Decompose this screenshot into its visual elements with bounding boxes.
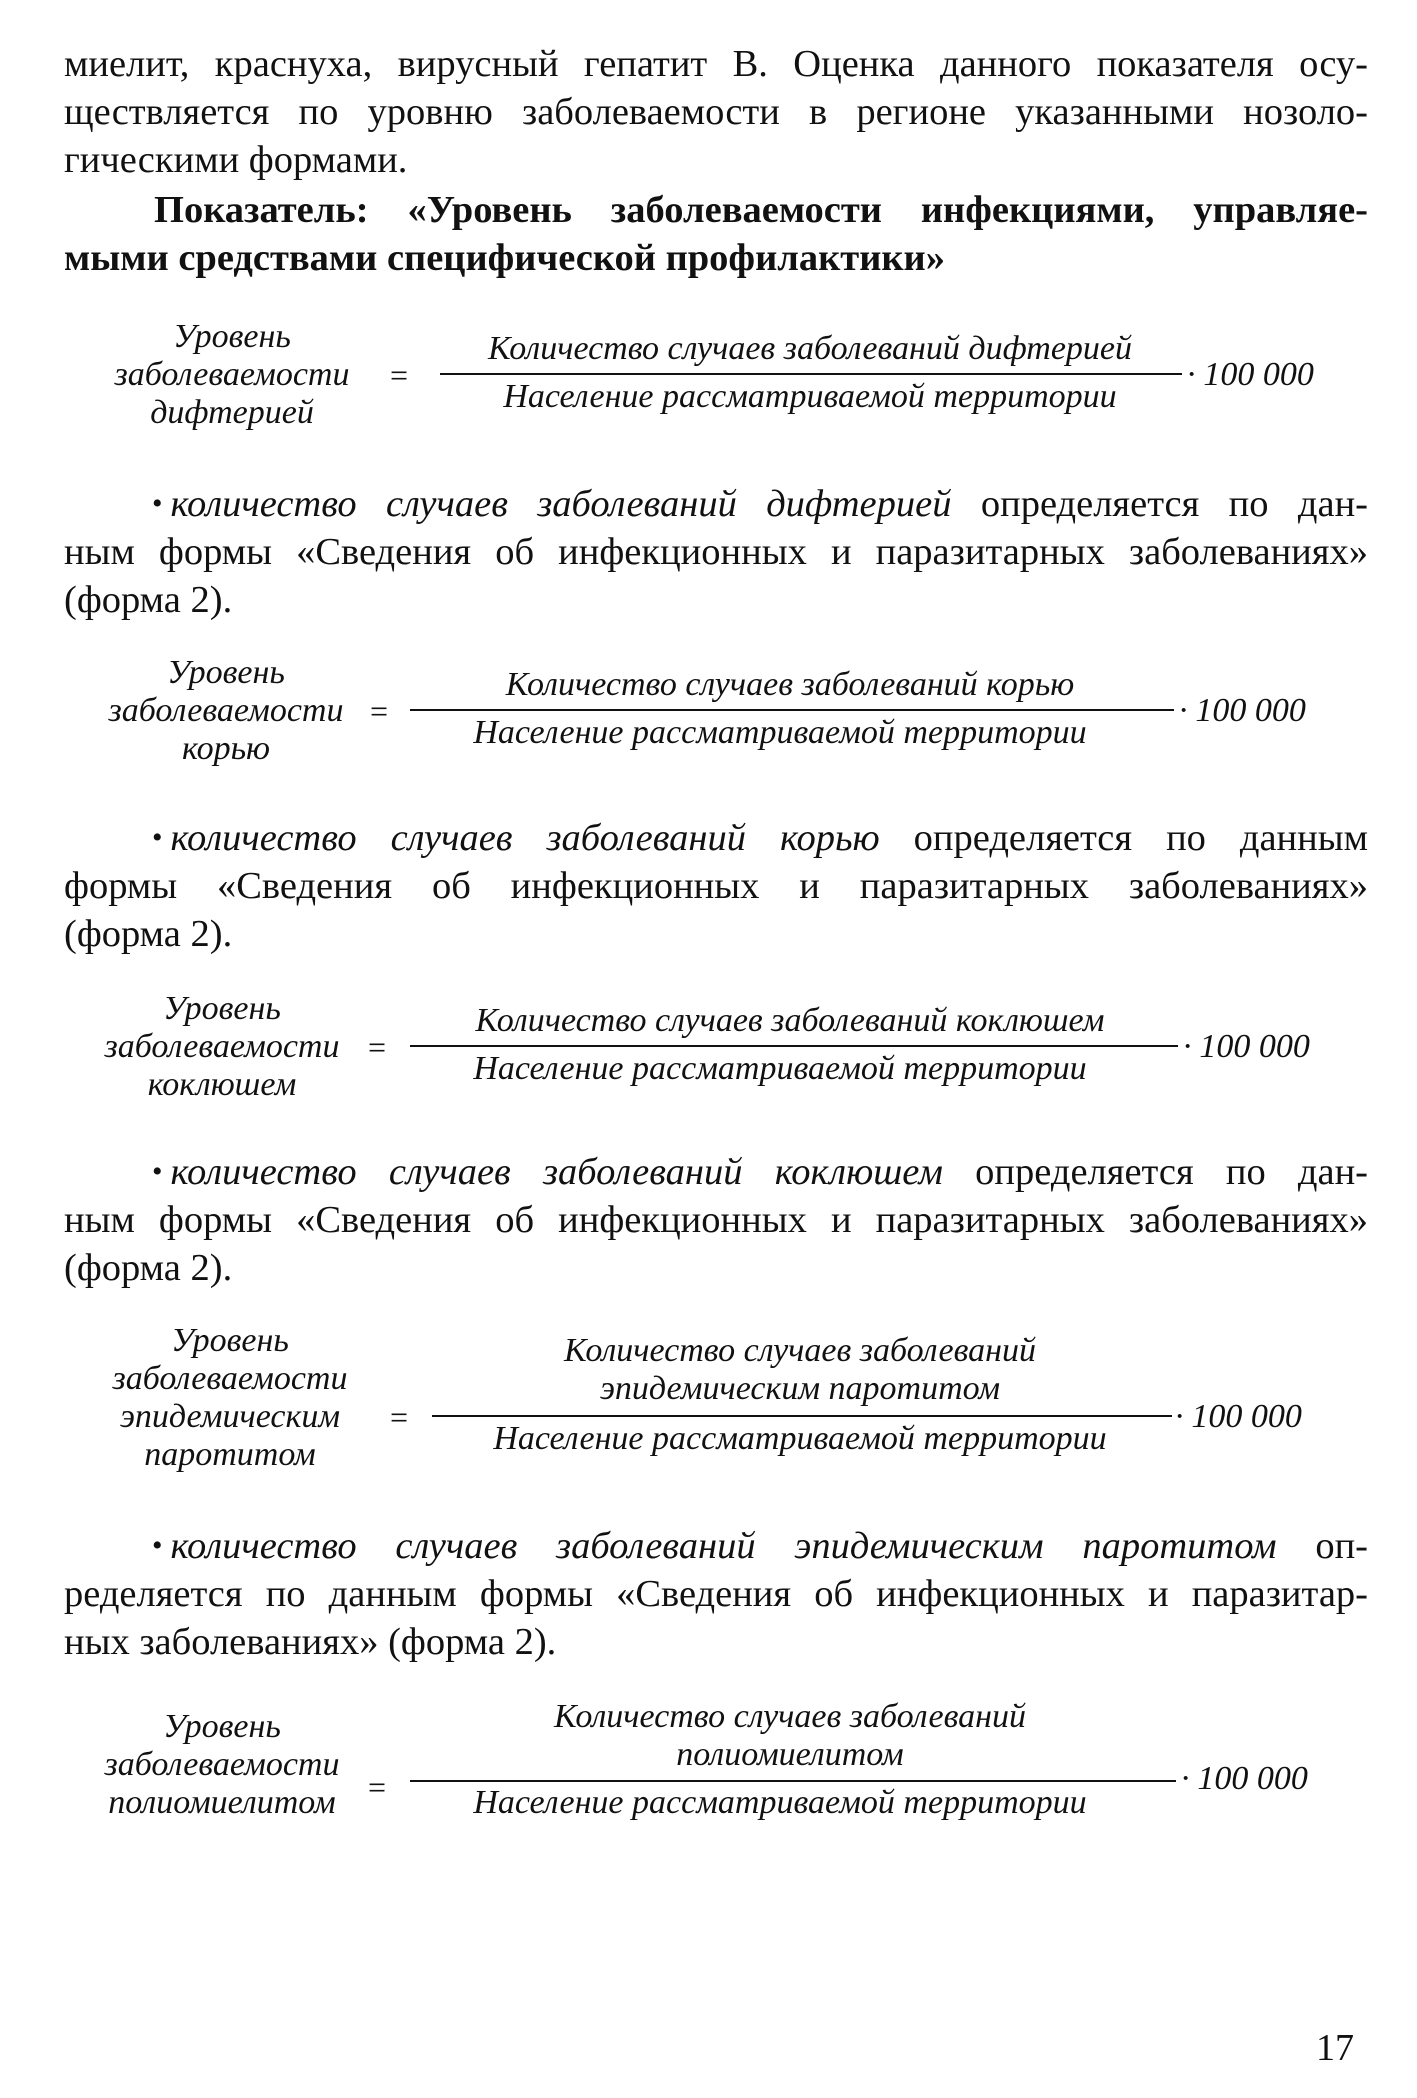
multiplier-value: 100 000	[1195, 692, 1306, 729]
formula-denominator: Население рассматриваемой территории	[473, 1050, 1087, 1087]
note-text: оп-	[1276, 1525, 1368, 1567]
equals-sign: =	[368, 1029, 387, 1065]
multiplier-value: 100 000	[1191, 1398, 1302, 1435]
note-text: определяется по дан-	[942, 1151, 1369, 1193]
page-number: 17	[1316, 2027, 1354, 2069]
lhs-line: паротитом	[144, 1436, 316, 1473]
note-term: количество случаев заболеваний корью	[170, 817, 880, 859]
numerator-line: полиомиелитом	[676, 1736, 904, 1773]
formula-multiplier: · 100 000	[1180, 1760, 1308, 1797]
lhs-line: корью	[181, 730, 271, 767]
formula-lhs	[82, 318, 382, 432]
formula-lhs	[76, 654, 376, 768]
formula-lhs	[72, 990, 372, 1104]
lhs-line: заболеваемости	[112, 1360, 348, 1397]
lhs-line: заболеваемости	[104, 1028, 340, 1065]
bullet-icon: •	[152, 821, 163, 854]
numerator-line: Количество случаев заболеваний	[564, 1332, 1036, 1369]
note-first-line	[64, 1148, 1368, 1196]
formula-denominator: Население рассматриваемой территории	[503, 378, 1117, 415]
note-line: ным формы «Сведения об инфекционных и паразитарных заболеваниях»	[64, 531, 1368, 573]
fraction-bar	[410, 1780, 1176, 1782]
fraction-bar	[432, 1415, 1172, 1417]
formula-numerator	[410, 1698, 1170, 1774]
numerator-line: Количество случаев заболеваний корью	[505, 666, 1075, 703]
formula-lhs	[72, 1708, 372, 1822]
note-measles	[64, 814, 1368, 958]
formula-numerator	[440, 330, 1180, 368]
multiplier-value: 100 000	[1199, 1028, 1310, 1065]
intro-paragraph	[64, 40, 1368, 184]
note-text: определяется по дан-	[951, 483, 1368, 525]
numerator-line: Количество случаев заболеваний коклюшем	[475, 1002, 1105, 1039]
note-term: количество случаев заболеваний эпидемическим паротитом	[170, 1525, 1277, 1567]
multiplier-value: 100 000	[1203, 356, 1314, 393]
multiplier-value: 100 000	[1197, 1760, 1308, 1797]
note-mumps	[64, 1522, 1368, 1666]
formula-lhs	[80, 1322, 380, 1474]
bullet-icon: •	[152, 487, 163, 520]
equals-sign: =	[368, 1769, 387, 1805]
text-line: миелит, краснуха, вирусный гепатит В. Оценка данного показателя осу-	[64, 43, 1368, 85]
lhs-line: полиомиелитом	[108, 1784, 336, 1821]
lhs-line: дифтерией	[150, 394, 314, 431]
note-pertussis	[64, 1148, 1368, 1292]
note-line: ных заболеваниях» (форма 2).	[64, 1621, 557, 1663]
note-line: (форма 2).	[64, 913, 233, 955]
lhs-line: Уровень	[173, 318, 291, 355]
formula-numerator	[410, 1002, 1170, 1040]
bullet-icon: •	[152, 1155, 163, 1188]
section-heading	[64, 186, 1368, 282]
note-line: ределяется по данным формы «Сведения об инфекционных и паразитар-	[64, 1573, 1368, 1615]
fraction-bar	[440, 373, 1182, 375]
numerator-line: Количество случаев заболеваний дифтерией	[487, 330, 1133, 367]
lhs-line: Уровень	[171, 1322, 289, 1359]
formula-multiplier: · 100 000	[1174, 1398, 1302, 1435]
text-line: ществляется по уровню заболеваемости в регионе указанными нозоло-	[64, 91, 1368, 133]
numerator-line: Количество случаев заболеваний	[554, 1698, 1026, 1735]
lhs-line: Уровень	[163, 990, 281, 1027]
equals-sign: =	[390, 1399, 409, 1435]
fraction-bar	[410, 1045, 1178, 1047]
formula-multiplier: · 100 000	[1178, 692, 1306, 729]
note-line: (форма 2).	[64, 579, 233, 621]
note-line: формы «Сведения об инфекционных и паразитарных заболеваниях»	[64, 865, 1368, 907]
note-first-line	[64, 814, 1368, 862]
heading-line: Показатель: «Уровень заболеваемости инфекциями, управляе-	[154, 189, 1368, 231]
note-first-line	[64, 480, 1368, 528]
lhs-line: заболеваемости	[104, 1746, 340, 1783]
bullet-icon: •	[152, 1529, 163, 1562]
lhs-line: Уровень	[163, 1708, 281, 1745]
note-first-line	[64, 1522, 1368, 1570]
formula-multiplier: · 100 000	[1186, 356, 1314, 393]
lhs-line: Уровень	[167, 654, 285, 691]
heading-line: мыми средствами специфической профилактики»	[64, 237, 945, 279]
note-term: количество случаев заболеваний коклюшем	[170, 1151, 943, 1193]
formula-multiplier: · 100 000	[1182, 1028, 1310, 1065]
formula-numerator	[430, 1332, 1170, 1408]
note-text: определяется по данным	[879, 817, 1368, 859]
equals-sign: =	[370, 693, 389, 729]
lhs-line: заболеваемости	[108, 692, 344, 729]
lhs-line: заболеваемости	[114, 356, 350, 393]
formula-denominator: Население рассматриваемой территории	[473, 1784, 1087, 1821]
formula-denominator: Население рассматриваемой территории	[493, 1420, 1107, 1457]
formula-numerator	[410, 666, 1170, 704]
numerator-line: эпидемическим паротитом	[599, 1370, 1001, 1407]
formula-denominator: Население рассматриваемой территории	[473, 714, 1087, 751]
note-line: ным формы «Сведения об инфекционных и паразитарных заболеваниях»	[64, 1199, 1368, 1241]
equals-sign: =	[390, 357, 409, 393]
lhs-line: коклюшем	[147, 1066, 297, 1103]
text-line: гическими формами.	[64, 139, 408, 181]
note-diphtheria	[64, 480, 1368, 624]
note-term: количество случаев заболеваний дифтерией	[170, 483, 952, 525]
note-line: (форма 2).	[64, 1247, 233, 1289]
lhs-line: эпидемическим	[119, 1398, 341, 1435]
fraction-bar	[410, 709, 1174, 711]
